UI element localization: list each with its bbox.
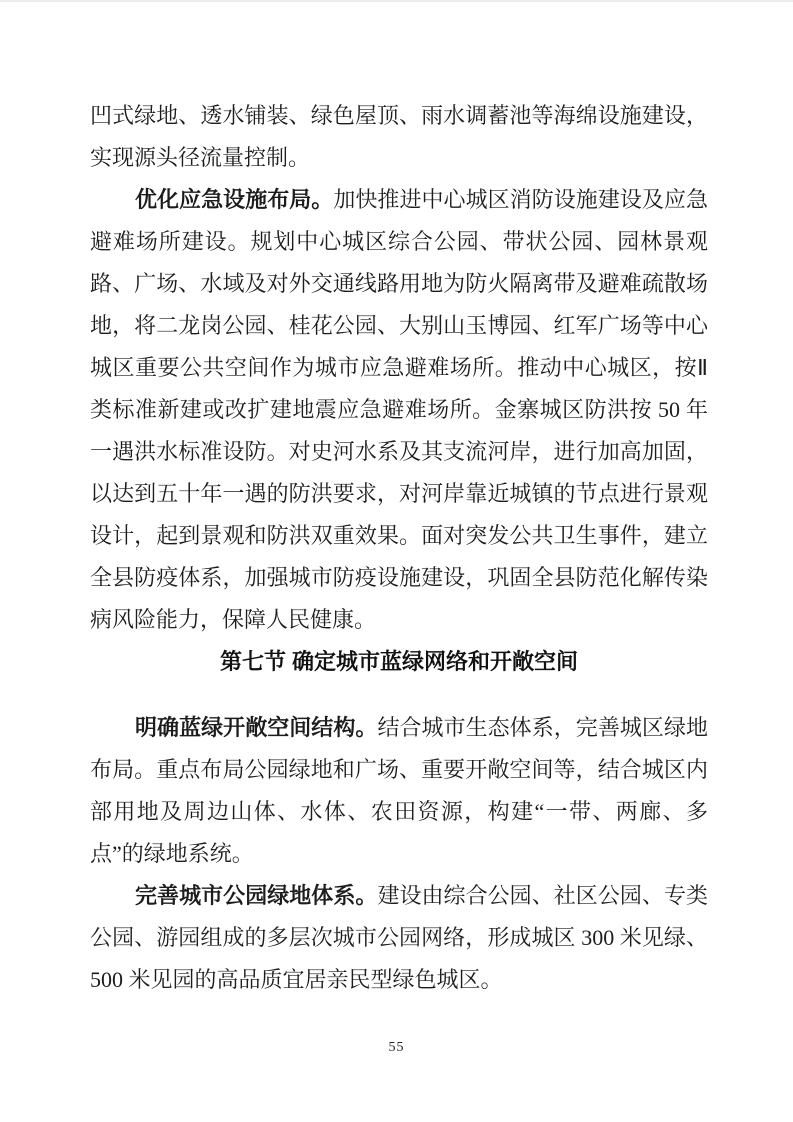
document-body [90,95,708,1001]
text-line: 点”的绿地系统。 [90,841,254,866]
text-line: 类标准新建或改扩建地震应急避难场所。金寨城区防洪按 50 年 [90,397,708,422]
text-line: 病风险能力，保障人民健康。 [90,607,377,632]
page-number: 55 [388,1040,405,1055]
text-line: 凹式绿地、透水铺装、绿色屋顶、雨水调蓄池等海绵设施建设， [90,103,708,128]
text-line: 避难场所建设。规划中心城区综合公园、带状公园、园林景观 [90,229,708,254]
text-line: 全县防疫体系，加强城市防疫设施建设，巩固全县防范化解传染 [90,565,708,590]
text-line: 设计，起到景观和防洪双重效果。面对突发公共卫生事件，建立 [90,523,708,548]
text-line: 以达到五十年一遇的防洪要求，对河岸靠近城镇的节点进行景观 [90,481,708,506]
text-line: 城区重要公共空间作为城市应急避难场所。推动中心城区，按Ⅱ [90,355,708,380]
text-line: 布局。重点布局公园绿地和广场、重要开敞空间等，结合城区内 [90,757,708,782]
text-line: 一遇洪水标准设防。对史河水系及其支流河岸，进行加高加固， [90,439,708,464]
text-line: 明确蓝绿开敞空间结构。结合城市生态体系，完善城区绿地 [135,715,708,740]
page-footer [0,1038,793,1056]
text-line: 500 米见园的高品质宜居亲民型绿色城区。 [90,967,503,992]
paragraph-lead-bold: 明确蓝绿开敞空间结构。 [135,715,378,740]
paragraph-lead-bold: 优化应急设施布局。 [135,187,334,212]
text-line: 公园、游园组成的多层次城市公园网络，形成城区 300 米见绿、 [90,925,708,950]
text-line: 完善城市公园绿地体系。建设由综合公园、社区公园、专类 [135,883,708,908]
text-line: 优化应急设施布局。加快推进中心城区消防设施建设及应急 [135,187,708,212]
text-line: 部用地及周边山体、水体、农田资源，构建“一带、两廊、多 [90,799,708,824]
paragraph-lead-bold: 完善城市公园绿地体系。 [135,883,378,908]
text-line: 路、广场、水域及对外交通线路用地为防火隔离带及避难疏散场 [90,271,708,296]
text-line: 地，将二龙岗公园、桂花公园、大别山玉博园、红军广场等中心 [90,313,708,338]
text-line: 实现源头径流量控制。 [90,145,311,170]
section-heading: 第七节 确定城市蓝绿网络和开敞空间 [219,649,579,674]
